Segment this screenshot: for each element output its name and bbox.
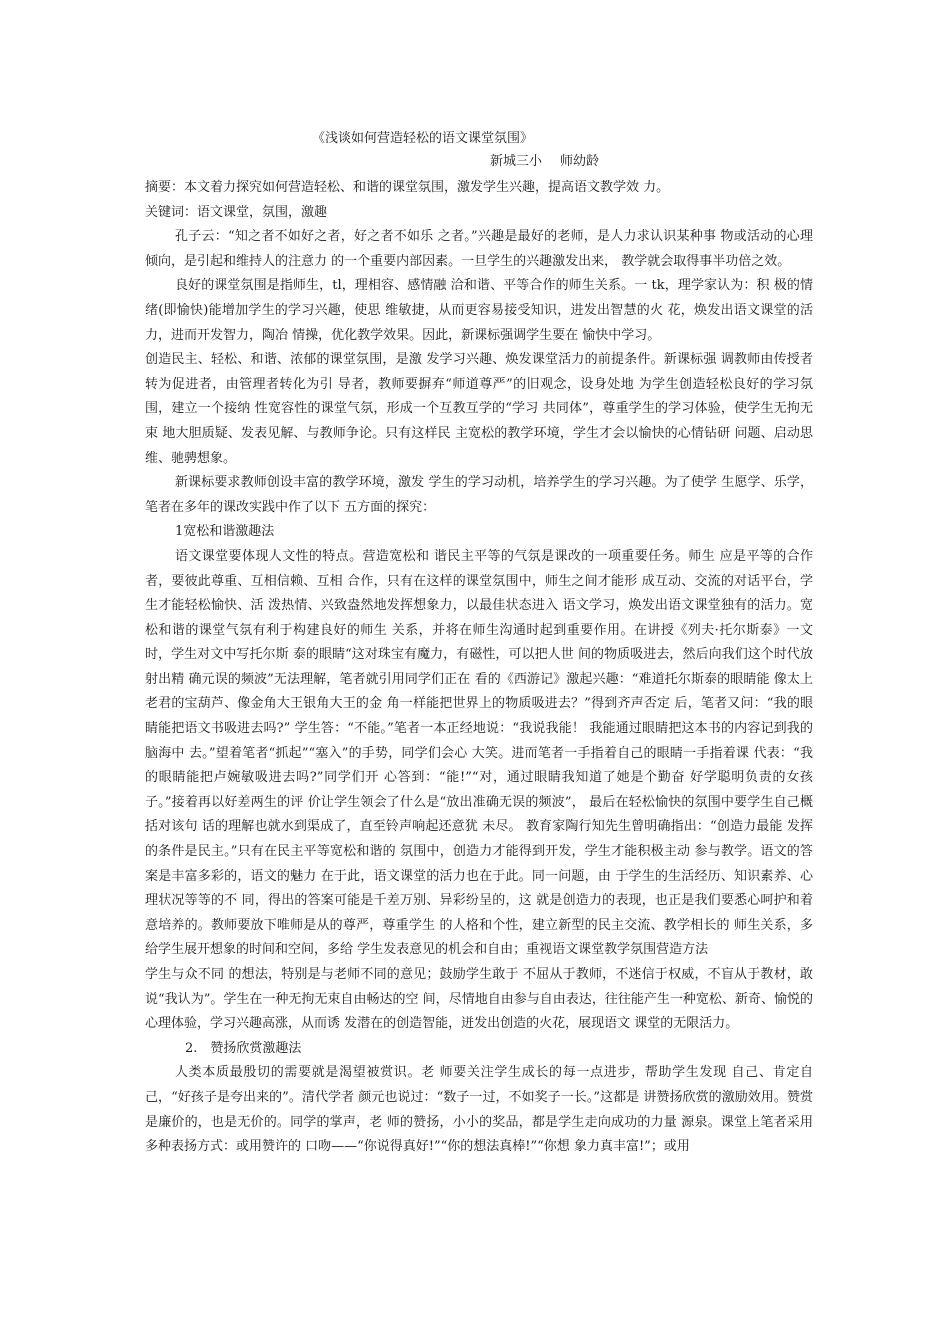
section-heading-1: 1宽松和谐激趣法	[175, 524, 275, 540]
paragraph-classroom-atmosphere: 良好的课堂氛围是指师生，tl，理相容、感情融 洽和谐、平等合作的师生关系。一 tk，理学家认为：积 极的情绪(即愉快)能增加学生的学习兴趣，使思 维敏捷，从而更容易接受知识，进发出智慧的火 花，焕发出语文课堂的活力，进而开发智力，陶冶 情操，优化教学效果。因此，新课标强调学生要在 愉快中学习。	[145, 278, 813, 343]
author-name: 师幼龄	[560, 154, 600, 169]
paragraph-intro: 孔子云：“知之者不如好之者，好之者不如乐 之者。”兴趣是最好的老师，是人力求认识某种事 物或活动的心理倾向，是引起和维持人的注意力 的一个重要内部因素。一旦学生的兴趣激发出来， 教学就会取得事半功倍之效。	[145, 229, 813, 269]
author-line	[490, 153, 599, 171]
author-school: 新城三小	[490, 154, 543, 169]
keywords: 关键词：语文课堂，氛围，激趣	[145, 204, 328, 220]
document-body	[145, 176, 813, 1160]
paragraph-new-curriculum: 新课标要求教师创设丰富的教学环境，激发 学生的学习动机，培养学生的学习兴趣。为了使学 生愿学、乐学，笔者在多年的课改实践中作了以下 五方面的探究：	[145, 475, 813, 515]
document-title: 《浅谈如何营造轻松的语文课堂氛围》	[312, 131, 534, 146]
paragraph-section-2: 人类本质最殷切的需要就是渴望被赏识。老 师要关注学生成长的每一点进步，帮助学生发现 自己、肯定自己，“好孩子是夸出来的”。清代学者 颜元也说过：“数子一过，不如奖子一长。”这都是 讲赞扬欣赏的激励效用。赞赏是廉价的，也是无价的。同学的掌声，老 师的赞扬，小小的奖品，都是学生走向成功的力量 源泉。课堂上笔者采用多种表扬方式：或用赞许的 口吻——“你说得真好!”“你的想法真棒!”“你想 象力真丰富!”；或用	[145, 1065, 813, 1155]
paragraph-section-1: 语文课堂要体现人文性的特点。营造宽松和 谐民主平等的气氛是课改的一项重要任务。师生 应是平等的合作者，要彼此尊重、互相信赖、互相 合作，只有在这样的课堂氛围中，师生之间才能形 成互动、交流的对话平台，学生才能轻松愉快、活 泼热情、兴致盎然地发挥想象力，以最佳状态进入 语文学习，焕发出语文课堂独有的活力。宽松和谐的课堂气氛有利于构建良好的师生 关系，并将在师生沟通时起到重要作用。在讲授《列夫·托尔斯泰》一文时，学生对文中写托尔斯 泰的眼睛“这对珠宝有魔力，有磁性，可以把人世 间的物质吸进去，然后向我们这个时代放射出精 确元误的频波”无法理解，笔者就引用同学们正在 看的《西游记》激起兴趣：“难道托尔斯泰的眼睛能 像太上老君的宝葫芦、像金角大王银角大王的金 角一样能把世界上的物质吸进去？”得到齐声否定 后，笔者又问：“我的眼睛能把语文书吸进去吗?” 学生答：“不能。”笔者一本正经地说：“我说我能！ 我能通过眼睛把这本书的内容记到我的脑海中 去。”望着笔者“抓起”“塞入”的手势，同学们会心 大笑。进而笔者一手指着自己的眼睛一手指着课 代表：“我的眼睛能把卢婉敏吸进去吗?”同学们开 心答到：“能!”“对，通过眼睛我知道了她是个勤奋 好学聪明负责的女孩子。”接着再以好差两生的评 价让学生领会了什么是“放出准确无误的频波”， 最后在轻松愉快的氛围中要学生自己概括对该句 话的理解也就水到渠成了，直至铃声响起还意犹 未尽。 教育家陶行知先生曾明确指出：“创造力最能 发挥的条件是民主。”只有在民主平等宽松和谐的 氛围中，创造力才能得到开发，学生才能积极主动 参与教学。语文的答案是丰富多彩的，语文的魅力 在于此，语文课堂的活力也在于此。同一问题，由 于学生的生活经历、知识素养、心理状况等等的不 同，得出的答案可能是千差万别、异彩纷呈的，这 就是创造力的表现，也正是我们要悉心呵护和着 意培养的。教师要放下唯师是从的尊严，尊重学生 的人格和个性，建立新型的民主交流、教学相长的 师生关系，多给学生展开想象的时间和空间，多给 学生发表意见的机会和自由；重视语文课堂教学氛围营造方法	[145, 548, 813, 958]
abstract: 摘要：本文着力探究如何营造轻松、和谐的课堂氛围，激发学生兴趣，提高语文教学效 力。	[145, 180, 670, 195]
paragraph-democratic-atmosphere: 创造民主、轻松、和谐、浓郁的课堂氛围，是激 发学习兴趣、焕发课堂活力的前提条件。新课标强 调教师由传授者转为促进者，由管理者转化为引 导者，教师要摒弃“师道尊严”的旧观念，设身处地 为学生创造轻松良好的学习氛围，建立一个接纳 性宽容性的课堂气氛，形成一个互教互学的“学习 共同体”，尊重学生的学习体验，使学生无拘无束 地大胆质疑、发表见解、与教师争论。只有这样民 主宽松的教学环境，学生才会以愉快的心情钻研 问题、启动思维、驰骋想象。	[145, 352, 813, 466]
paragraph-section-1-continued: 学生与众不同 的想法，特别是与老师不同的意见；鼓励学生敢于 不屈从于教师，不迷信于权威，不盲从于教材，敢说“我认为”。学生在一种无拘无束自由畅达的空 间，尽情地自由参与自由表达，往往能产生一种宽松、新奇、愉悦的心理体验，学习兴趣高涨，从而诱 发潜在的创造智能，迸发出创造的火花，展现语文 课堂的无限活力。	[145, 967, 813, 1032]
section-heading-2: 2. 赞扬欣赏激趣法	[185, 1040, 302, 1056]
